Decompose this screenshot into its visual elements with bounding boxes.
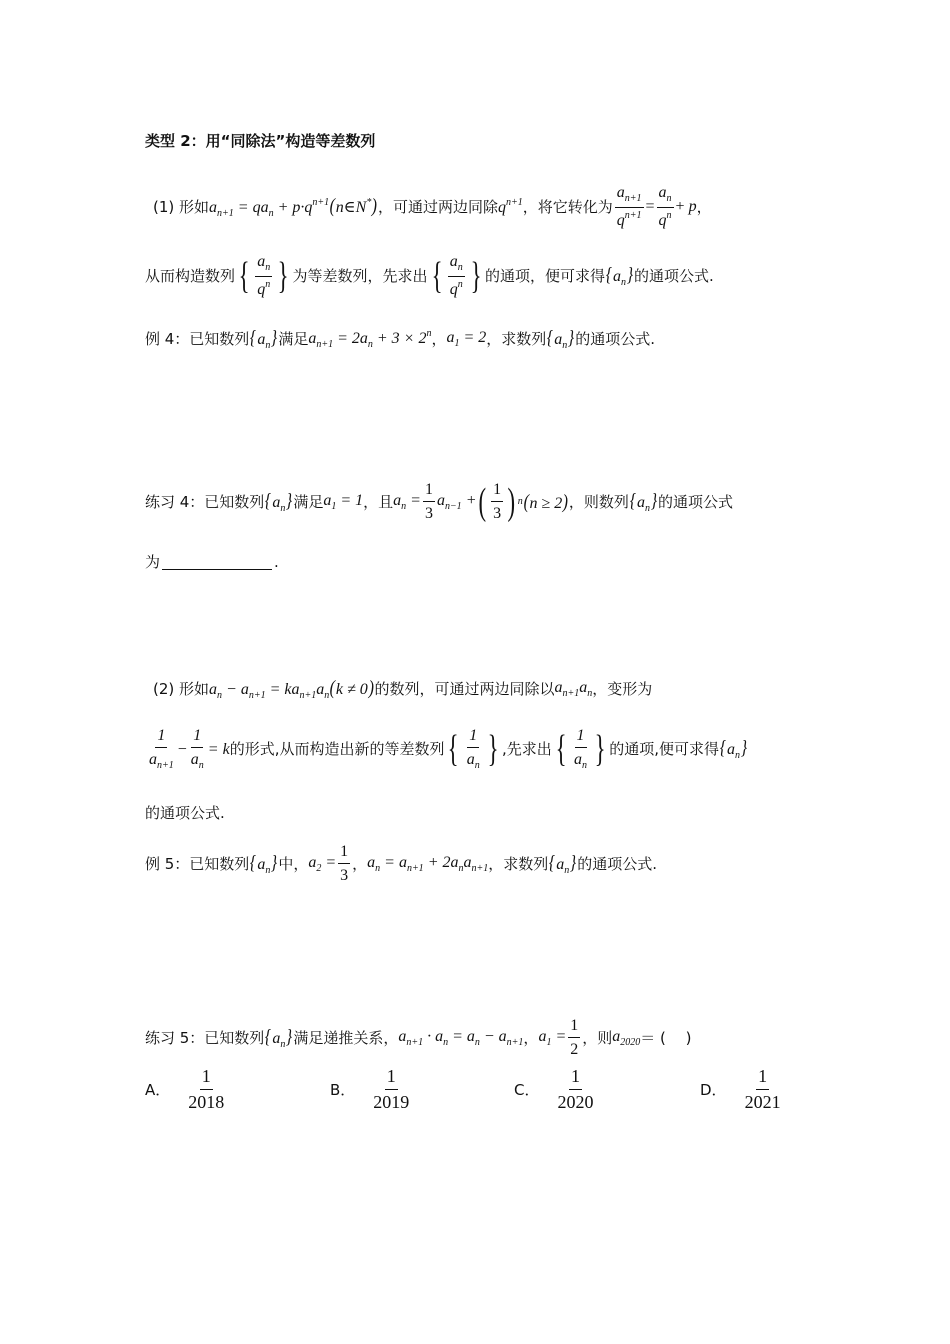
method2-line3: 的通项公式. (145, 804, 225, 822)
method2-line: (2) 形如 $a_n - a_{n+1} = ka_{n+1}a_n(k \ne 0)$ 的数列，可通过两边同除以 $a_{n+1}a_n$ ，变形为 (153, 677, 653, 701)
example-4: 例 4：已知数列 $\{a_n\}$ 满足 $a_{n+1} = 2a_n + 3 \times 2^n$ ， $a_1 = 2$ ，求数列 $\{a_n\}$ 的通项公式. (145, 327, 656, 351)
practice-5: 练习 5：已知数列 $\{a_n\}$ 满足递推关系， $a_{n+1} \cdot a_n = a_n - a_{n+1}$ ， $a_1$ = $\frac{1}{2}$ ，则 $a_{2020}$ ＝ ( ) (145, 1017, 692, 1059)
option-c[interactable]: C． $\frac{1}{2020}$ (514, 1066, 594, 1112)
option-b[interactable]: B． $\frac{1}{2019}$ (330, 1066, 410, 1112)
practice-4: 练习 4：已知数列 $\{a_n\}$ 满足 $a_1 = 1$ ，且 $a_n$ = $\frac{1}{3}$ $a_{n-1}$ + ( $\frac{1}{3}$ ) n (n ≥ 2) ，则数列 $\{a_n\}$ 的通项公式 (145, 480, 733, 523)
answer-blank[interactable] (162, 555, 272, 570)
example-5: 例 5：已知数列 $\{a_n\}$ 中， $a_2$ = $\frac{1}{3}$ ， $a_n = a_{n+1} + 2a_na_{n+1}$ ，求数列 $\{a_n\}$ 的通项公式. (145, 843, 658, 885)
section-title: 类型 2：用“同除法”构造等差数列 (145, 132, 376, 150)
option-d[interactable]: D． $\frac{1}{2021}$ (700, 1066, 781, 1112)
method1-line2: 从而构造数列 { $\frac{a_n}{q^n}$ } 为等差数列，先求出 { $\frac{a_n}{q^n}$ } 的通项，便可求得 $\{a_n\}$ 的通项公式. (145, 253, 714, 298)
formula-recurrence: $a_{n+1} = qa_n$ + $p\cdot q^{n+1}(n\in N^*)$ (209, 194, 378, 219)
practice-4-answer-line: 为 . (145, 553, 279, 571)
method2-line2: $\frac{1}{a_{n+1}}$ − $\frac{1}{a_n}$ = k 的形式,从而构造出新的等差数列 { $\frac{1}{a_n}$ } ,先求出 { $\frac{1}{a_n}$ } 的通项,便可求得 $\{a_n\}$ (149, 727, 748, 772)
method1-line: (1) 形如 $a_{n+1} = qa_n$ + $p\cdot q^{n+1}(n\in N^*)$ ，可通过两边同除 $q^{n+1}$ ，将它转化为 $\frac{a_{n+1}}{q^{n+1}}$ = $\frac{a_n}{q^n}$ + p ， (153, 184, 712, 229)
option-a[interactable]: A． $\frac{1}{2018}$ (145, 1066, 225, 1112)
